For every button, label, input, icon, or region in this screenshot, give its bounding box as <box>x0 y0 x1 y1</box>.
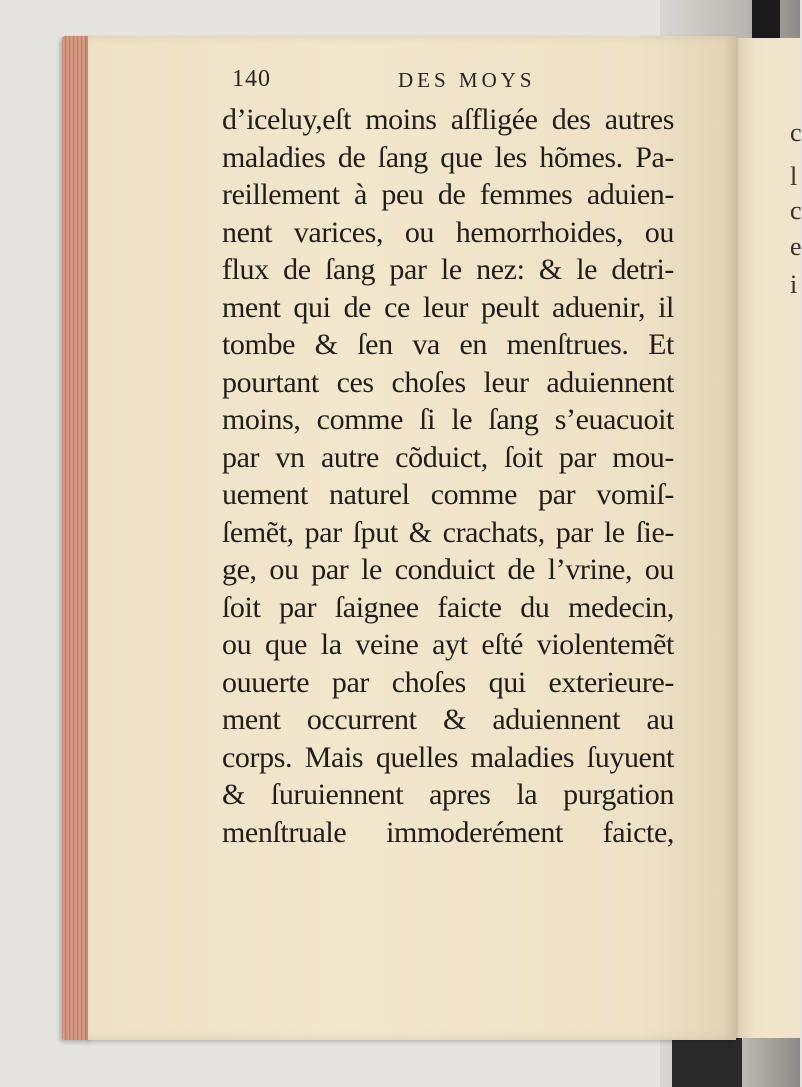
facing-fragment: l <box>790 162 798 191</box>
text-line: ment occurrent & aduiennent au <box>222 703 674 736</box>
text-line: uement naturel comme par vomiſ- <box>222 478 674 511</box>
text-line: ou que la veine ayt eſté violentemẽt <box>222 628 674 661</box>
text-line: maladies de ſang que les hõmes. Pa- <box>222 140 674 174</box>
running-head <box>232 66 672 102</box>
facing-page-text-fragments <box>784 0 800 1087</box>
text-line: pourtant ces choſes leur aduiennent <box>222 365 674 399</box>
page-number: 140 <box>232 66 271 92</box>
text-line: tombe & ſen va en menſtrues. Et <box>222 328 674 361</box>
text-line: ment qui de ce leur peult aduenir, il <box>222 290 674 324</box>
text-line: reillement à peu de femmes aduien- <box>222 178 674 211</box>
text-line: menſtruale immoderément faicte, <box>222 815 674 849</box>
text-line: ſemẽt, par ſput & crachats, par le ſie- <box>222 515 674 549</box>
body-text <box>222 101 674 851</box>
text-line: nent varices, ou hemorrhoides, ou <box>222 215 674 249</box>
text-line: flux de ſang par le nez: & le detri- <box>222 253 674 286</box>
text-line: corps. Mais quelles maladies ſuyuent <box>222 740 674 774</box>
running-title: DES MOYS <box>398 68 536 92</box>
scanner-clip-bottom <box>672 1038 742 1087</box>
facing-fragment: e <box>790 232 802 261</box>
facing-fragment: c <box>790 118 802 147</box>
text-line: ſoit par ſaignee faicte du medecin, <box>222 590 674 624</box>
scanner-clip-top <box>752 0 780 38</box>
text-line: moins, comme ſi le ſang s’euacuoit <box>222 403 674 436</box>
text-line: ouuerte par choſes qui exterieure- <box>222 665 674 699</box>
facing-fragment: c <box>790 196 802 225</box>
text-line: par vn autre cõduict, ſoit par mou- <box>222 440 674 474</box>
text-line: ge, ou par le conduict de l’vrine, ou <box>222 553 674 586</box>
text-line: & ſuruiennent apres la purgation <box>222 778 674 811</box>
facing-fragment: i <box>790 270 798 299</box>
text-line: d’iceluy,eſt moins aſfligée des autres <box>222 103 674 136</box>
